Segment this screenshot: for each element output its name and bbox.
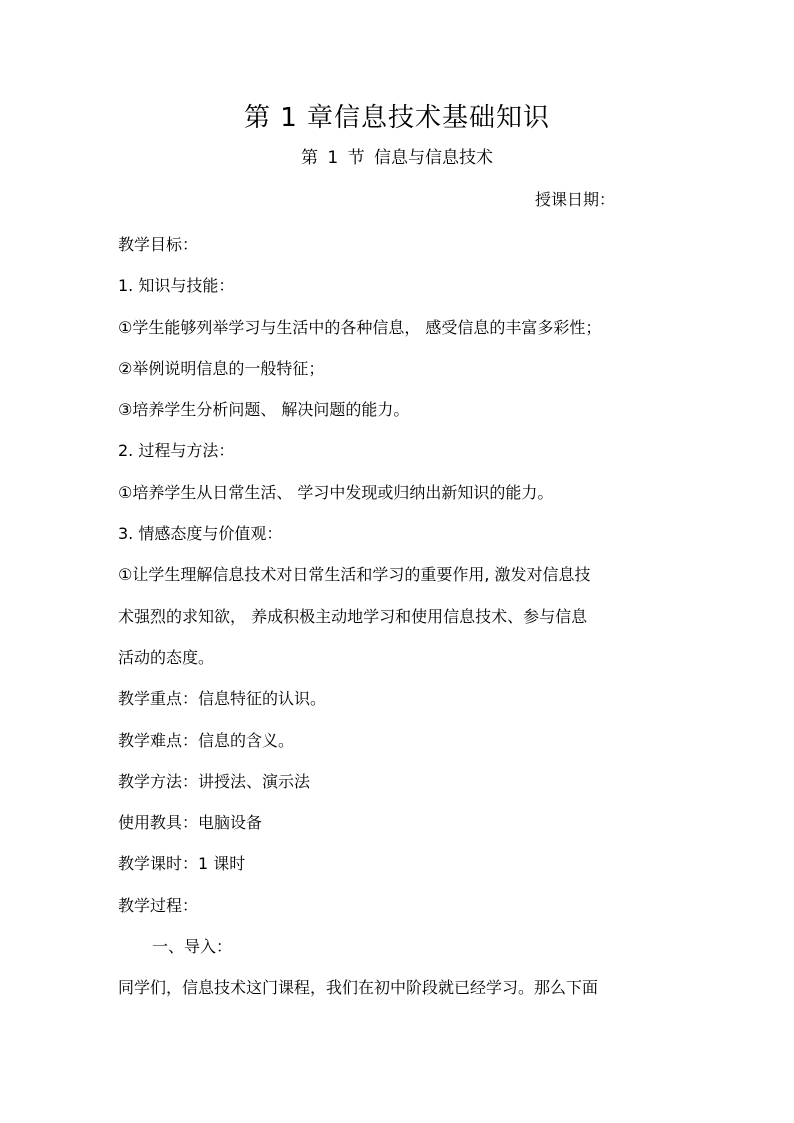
objective-attitude-values: 3. 情感态度与价值观： xyxy=(118,524,283,544)
paragraph-line: 同学们，信息技术这门课程，我们在初中阶段就已经学习。那么下面 xyxy=(118,978,599,998)
objective-process-methods: 2. 过程与方法： xyxy=(118,441,235,461)
teaching-aids: 使用教具：电脑设备 xyxy=(118,813,263,833)
objective-item: ③培养学生分析问题、 解决问题的能力。 xyxy=(118,400,410,420)
teaching-date-label: 授课日期： xyxy=(535,190,616,209)
chapter-title: 第 1 章信息技术基础知识 xyxy=(243,103,551,133)
objective-item: ②举例说明信息的一般特征； xyxy=(118,358,325,378)
objective-item: ①学生能够列举学习与生活中的各种信息， 感受信息的丰富多彩性； xyxy=(118,317,602,337)
objective-knowledge-skills: 1. 知识与技能： xyxy=(118,276,235,296)
teaching-key-point: 教学重点：信息特征的认识。 xyxy=(118,689,327,709)
heading-teaching-objectives: 教学目标： xyxy=(118,235,199,254)
section-title: 第 1 节 信息与信息技术 xyxy=(300,148,494,168)
objective-item: ①培养学生从日常生活、 学习中发现或归纳出新知识的能力。 xyxy=(118,482,554,502)
class-hours: 教学课时：1 课时 xyxy=(118,854,246,874)
process-step-introduction: 一、导入： xyxy=(152,937,233,957)
teaching-method: 教学方法：讲授法、演示法 xyxy=(118,771,311,791)
heading-teaching-process: 教学过程： xyxy=(118,895,199,915)
lesson-plan-body xyxy=(118,224,678,1009)
objective-item: ①让学生理解信息技术对日常生活和学习的重要作用, 激发对信息技 xyxy=(118,565,591,585)
objective-item-continued: 术强烈的求知欲， 养成积极主动地学习和使用信息技术、参与信息 xyxy=(118,606,588,626)
teaching-difficulty: 教学难点：信息的含义。 xyxy=(118,730,295,750)
objective-item-continued: 活动的态度。 xyxy=(118,647,215,667)
